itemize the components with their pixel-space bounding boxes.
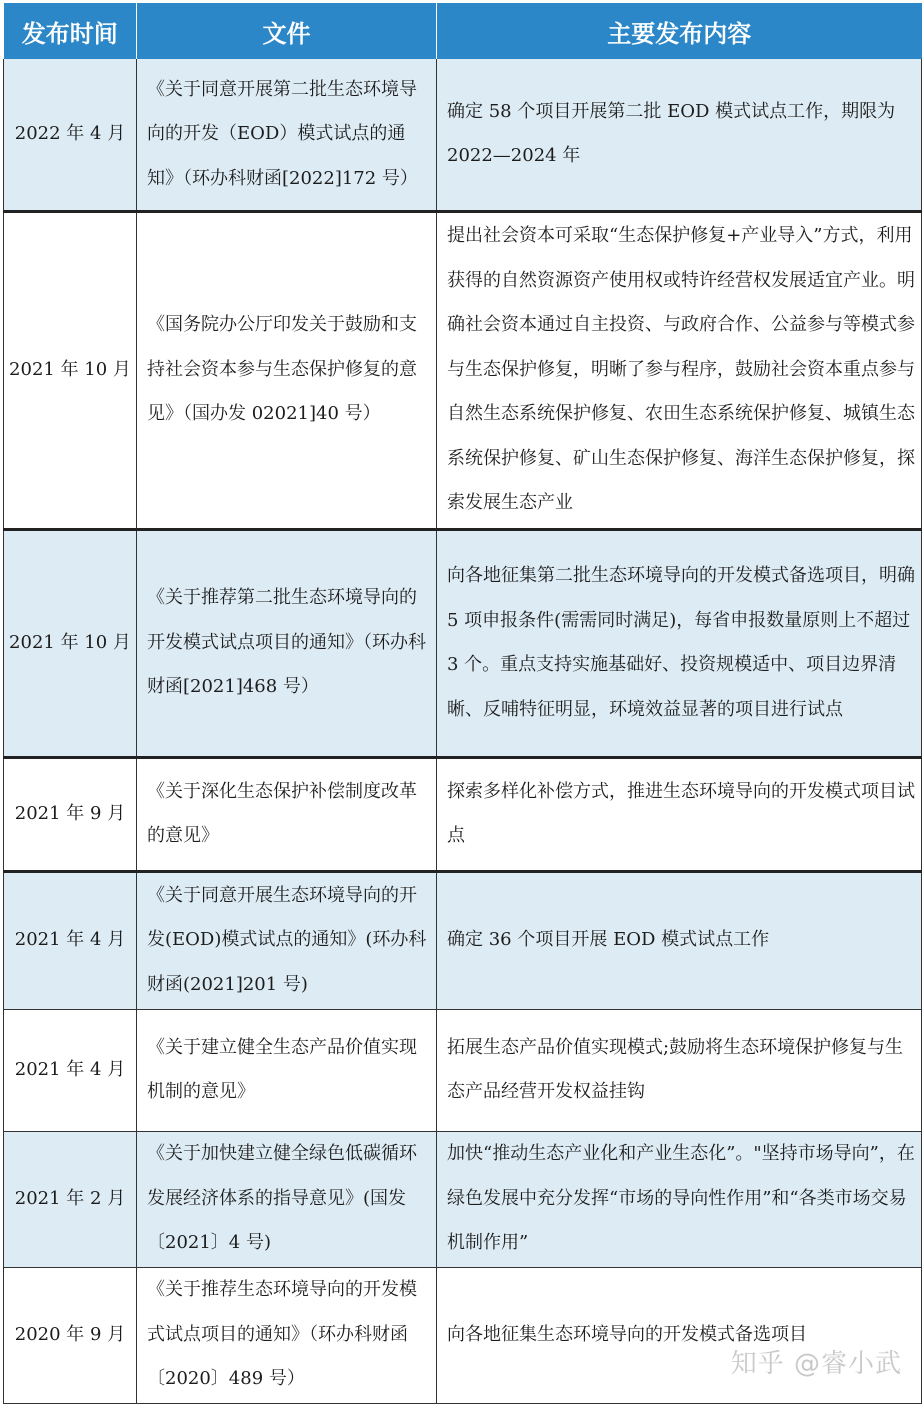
content-cell: 向各地征集生态环境导向的开发模式备选项目 — [437, 1267, 922, 1403]
date-cell: 2020 年 9 月 — [4, 1267, 137, 1403]
content-cell: 确定 36 个项目开展 EOD 模式试点工作 — [437, 871, 922, 1009]
document-cell: 《关于深化生态保护补偿制度改革的意见》 — [137, 757, 437, 871]
table-row — [4, 1009, 922, 1131]
date-cell: 2021 年 10 月 — [4, 211, 137, 529]
document-cell: 《关于推荐第二批生态环境导向的开发模式试点项目的通知》（环办科财函[2021]468 号） — [137, 529, 437, 757]
document-cell: 《关于同意开展生态环境导向的开发(EOD)模式试点的通知》(环办科财函(2021]201 号) — [137, 871, 437, 1009]
table-row — [4, 1131, 922, 1267]
content-cell: 向各地征集第二批生态环境导向的开发模式备选项目，明确 5 项申报条件(需需同时满足)，每省申报数量原则上不超过 3 个。重点支持实施基础好、投资规模适中、项目边界清晰、反哺特征明显，环境效益显著的项目进行试点 — [437, 529, 922, 757]
date-cell: 2021 年 4 月 — [4, 871, 137, 1009]
date-cell: 2021 年 2 月 — [4, 1131, 137, 1267]
date-cell: 2022 年 4 月 — [4, 59, 137, 211]
date-cell: 2021 年 10 月 — [4, 529, 137, 757]
content-cell: 探索多样化补偿方式，推进生态环境导向的开发模式项目试点 — [437, 757, 922, 871]
date-cell: 2021 年 4 月 — [4, 1009, 137, 1131]
document-cell: 《关于同意开展第二批生态环境导向的开发（EOD）模式试点的通知》（环办科财函[2022]172 号） — [137, 59, 437, 211]
policy-table — [3, 3, 922, 1404]
header-content: 主要发布内容 — [437, 3, 922, 59]
date-cell: 2021 年 9 月 — [4, 757, 137, 871]
content-cell: 加快“推动生态产业化和产业生态化”。"坚持市场导向”，在绿色发展中充分发挥“市场的导向性作用”和“各类市场交易机制作用” — [437, 1131, 922, 1267]
document-cell: 《关于建立健全生态产品价值实现机制的意见》 — [137, 1009, 437, 1131]
table-row — [4, 59, 922, 211]
table-row — [4, 1267, 922, 1403]
document-cell: 《关于推荐生态环境导向的开发模式试点项目的通知》（环办科财函〔2020〕489 号） — [137, 1267, 437, 1403]
zhihu-watermark: 知乎 @睿小武 — [730, 1349, 902, 1379]
header-date: 发布时间 — [4, 3, 137, 59]
header-row — [4, 3, 922, 59]
table-row — [4, 529, 922, 757]
table-row — [4, 757, 922, 871]
document-cell: 《关于加快建立健全绿色低碳循环发展经济体系的指导意见》(国发〔2021〕4 号) — [137, 1131, 437, 1267]
table-row — [4, 211, 922, 529]
content-cell: 确定 58 个项目开展第二批 EOD 模式试点工作，期限为 2022—2024 年 — [437, 59, 922, 211]
document-cell: 《国务院办公厅印发关于鼓励和支持社会资本参与生态保护修复的意见》（国办发 02021]40 号） — [137, 211, 437, 529]
table-row — [4, 871, 922, 1009]
header-document: 文件 — [137, 3, 437, 59]
content-cell: 拓展生态产品价值实现模式;鼓励将生态环境保护修复与生态产品经营开发权益挂钩 — [437, 1009, 922, 1131]
content-cell: 提出社会资本可采取“生态保护修复+产业导入”方式，利用获得的自然资源资产使用权或特许经营权发展适宜产业。明确社会资本通过自主投资、与政府合作、公益参与等模式参与生态保护修复，明晰了参与程序，鼓励社会资本重点参与自然生态系统保护修复、农田生态系统保护修复、城镇生态系统保护修复、矿山生态保护修复、海洋生态保护修复，探索发展生态产业 — [437, 211, 922, 529]
